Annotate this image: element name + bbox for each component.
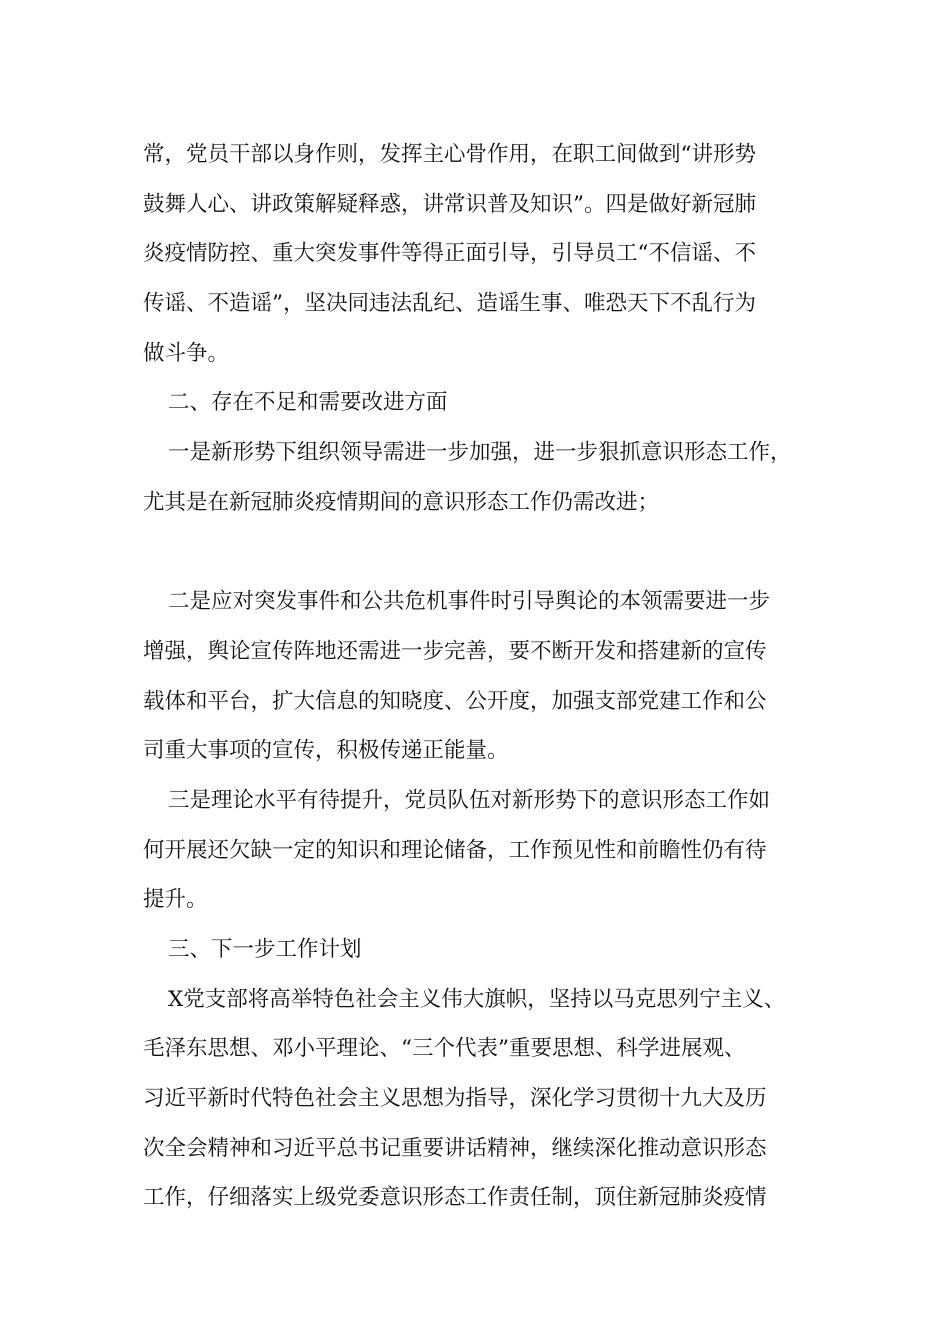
- text-line: 工作，仔细落实上级党委意识形态工作责任制，顶住新冠肺炎疫情: [143, 1185, 767, 1211]
- text-line: 司重大事项的宣传，积极传递正能量。: [143, 738, 509, 764]
- text-line: 尤其是在新冠肺炎疫情期间的意识形态工作仍需改进；: [143, 489, 660, 515]
- text-line: 载体和平台，扩大信息的知晓度、公开度，加强支部党建工作和公: [143, 688, 767, 714]
- section-heading: 三、下一步工作计划: [168, 937, 362, 962]
- text-line: 鼓舞人心、讲政策解疑释惑，讲常识普及知识”。四是做好新冠肺: [143, 191, 756, 217]
- text-line: 次全会精神和习近平总书记重要讲话精神，继续深化推动意识形态: [143, 1135, 767, 1161]
- text-line: 炎疫情防控、重大突发事件等得正面引导，引导员工“不信谣、不: [143, 241, 756, 267]
- text-line: 一是新形势下组织领导需进一步加强，进一步狠抓意识形态工作，: [168, 440, 792, 466]
- text-line: 常，党员干部以身作则，发挥主心骨作用，在职工间做到“讲形势: [143, 142, 756, 167]
- text-line: X党支部将高举特色社会主义伟大旗帜，坚持以马克思列宁主义、: [168, 986, 786, 1012]
- text-line: 毛泽东思想、邓小平理论、“三个代表”重要思想、科学进展观、: [143, 1036, 746, 1062]
- document-body: [143, 130, 833, 1223]
- blank-line: [143, 528, 833, 578]
- text-line: 三是理论水平有待提升，党员队伍对新形势下的意识形态工作如: [168, 787, 771, 813]
- text-line: 何开展还欠缺一定的知识和理论储备，工作预见性和前瞻性仍有待: [143, 837, 767, 863]
- text-line: 增强，舆论宣传阵地还需进一步完善，要不断开发和搭建新的宣传: [143, 638, 767, 664]
- text-line: 习近平新时代特色社会主义思想为指导，深化学习贯彻十九大及历: [143, 1086, 767, 1112]
- text-line: 传谣、不造谣”，坚决同违法乱纪、造谣生事、唯恐天下不乱行为: [143, 291, 756, 317]
- text-line: 二是应对突发事件和公共危机事件时引导舆论的本领需要进一步: [168, 589, 771, 615]
- text-line: 提升。: [143, 887, 208, 913]
- section-heading: 二、存在不足和需要改进方面: [168, 390, 448, 416]
- text-line: 做斗争。: [143, 340, 230, 366]
